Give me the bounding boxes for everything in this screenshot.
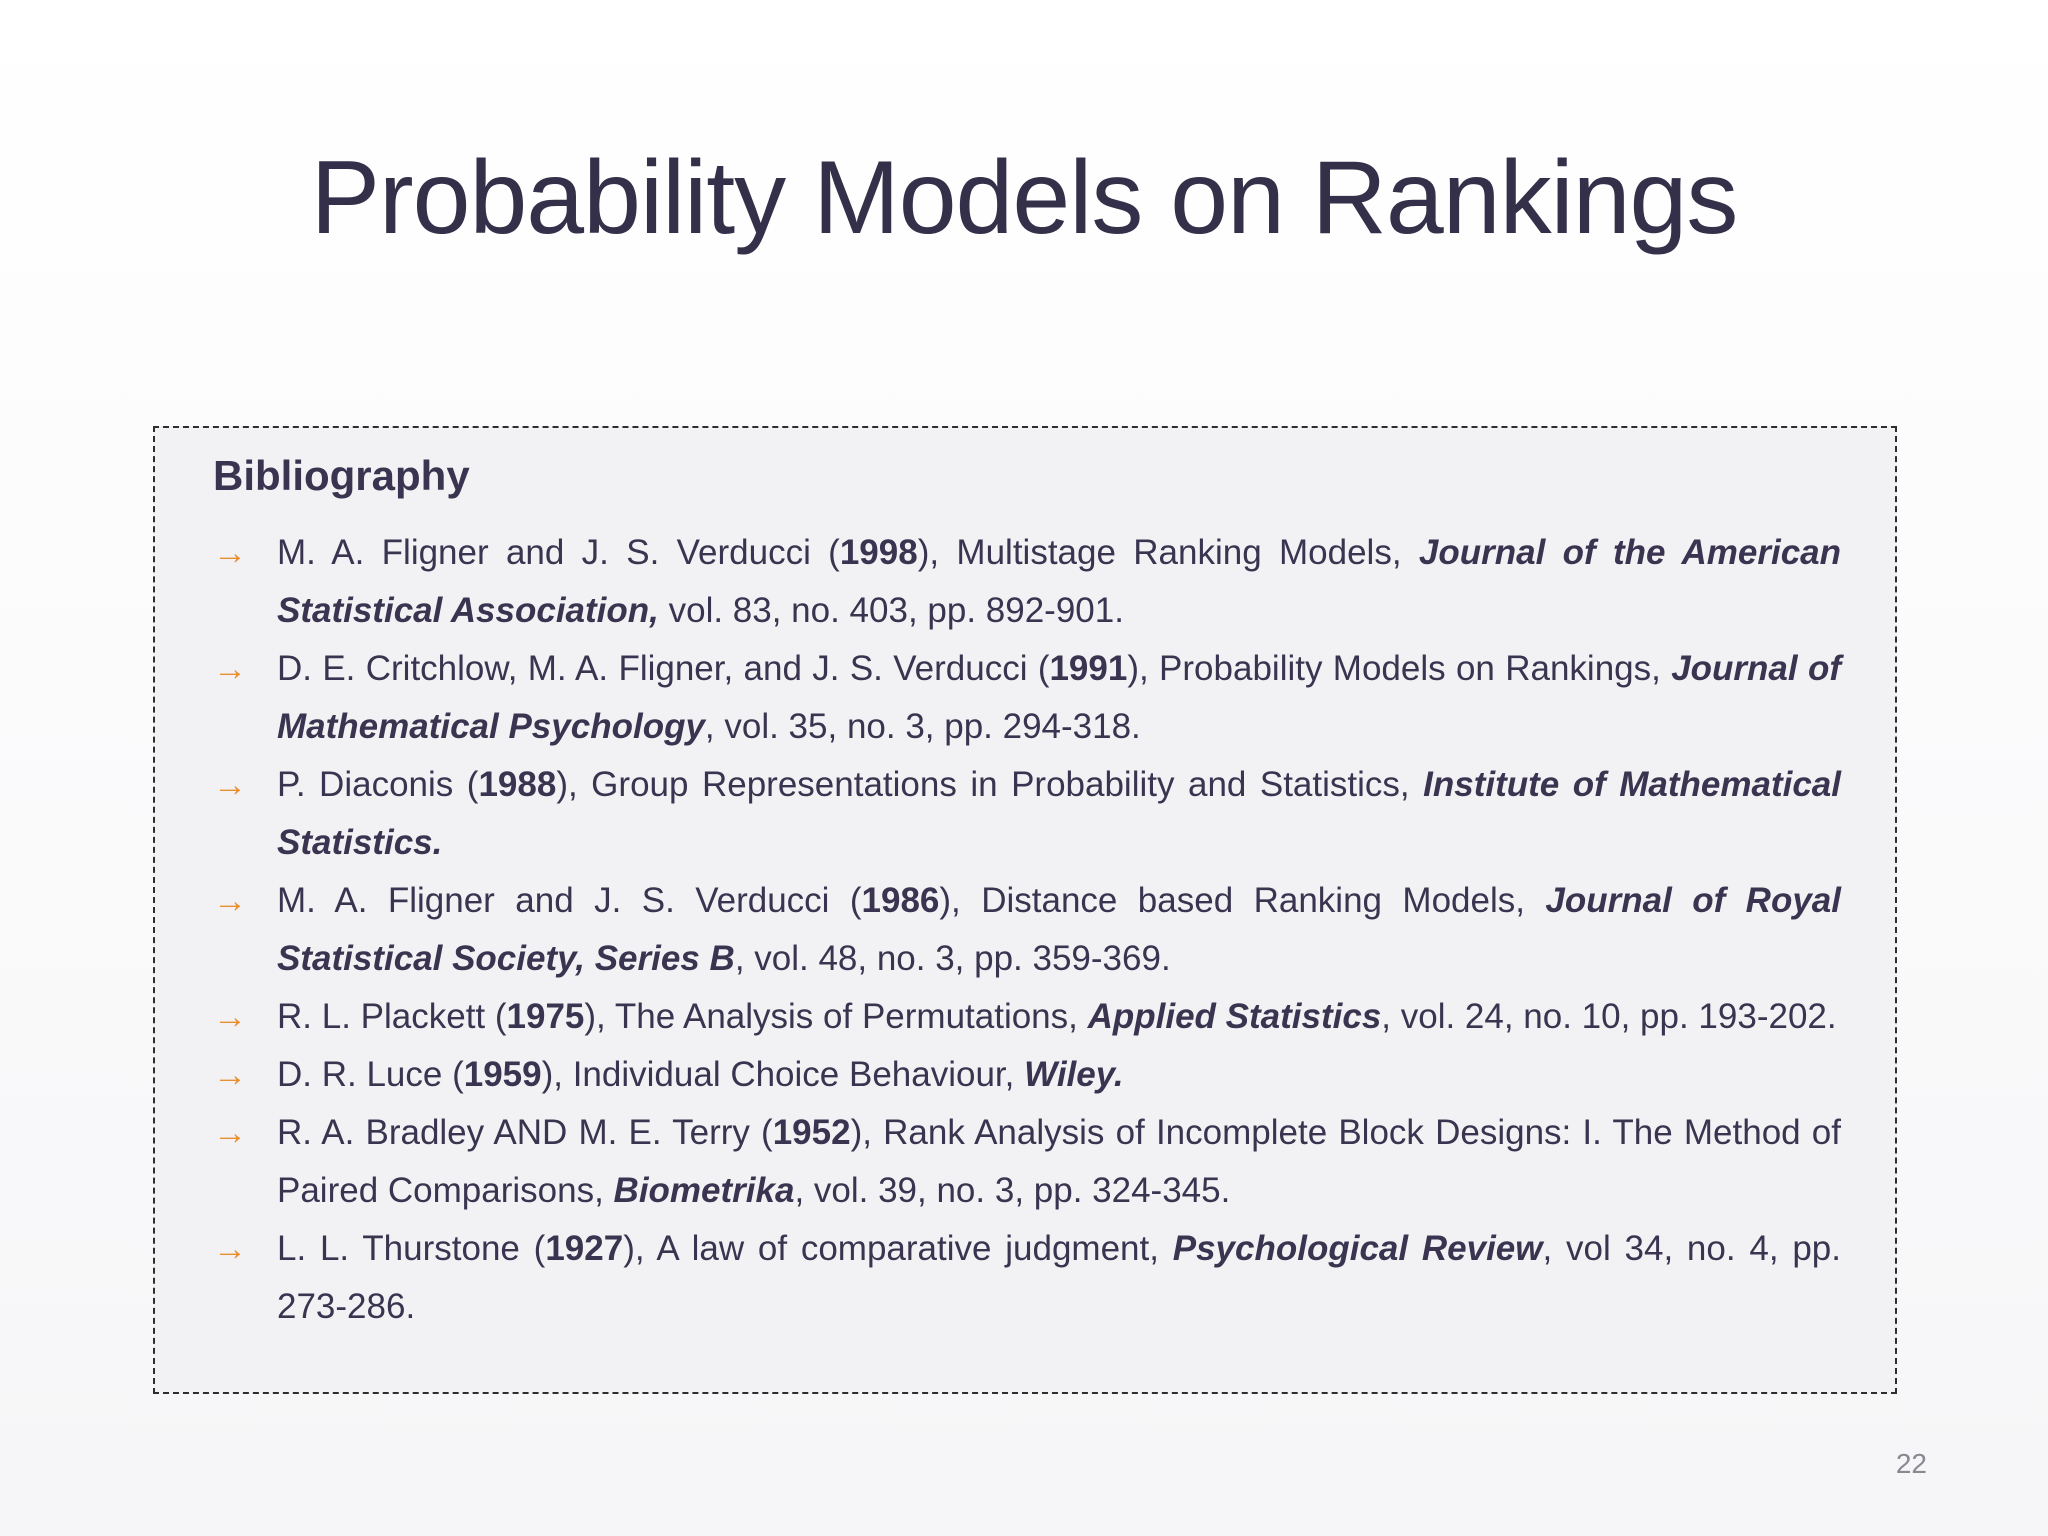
entry-venue: Journal of Mathematical Psychology bbox=[277, 649, 1841, 746]
arrow-right-icon: → bbox=[213, 650, 247, 688]
entry-authors: D. E. Critchlow, M. A. Fligner, and J. S. Verducci ( bbox=[277, 649, 1050, 688]
entry-year: 1998 bbox=[839, 533, 918, 572]
entry-year: 1952 bbox=[772, 1113, 851, 1152]
entry-title: ), Multistage Ranking Models, bbox=[917, 533, 1419, 572]
arrow-right-icon: → bbox=[213, 1114, 247, 1152]
slide-title: Probability Models on Rankings bbox=[310, 140, 1738, 256]
bibliography-list bbox=[213, 524, 1841, 1336]
entry-year: 1988 bbox=[478, 765, 557, 804]
entry-venue: Institute of Mathematical Statistics. bbox=[277, 765, 1841, 862]
entry-title: ), Distance based Ranking Models, bbox=[939, 881, 1546, 920]
entry-year: 1991 bbox=[1049, 649, 1128, 688]
entry-venue: Applied Statistics bbox=[1087, 997, 1382, 1036]
bibliography-entry bbox=[213, 640, 1841, 756]
entry-title: ), Individual Choice Behaviour, bbox=[541, 1055, 1025, 1094]
arrow-right-icon: → bbox=[213, 534, 247, 572]
arrow-right-icon: → bbox=[213, 1056, 247, 1094]
entry-authors: R. L. Plackett ( bbox=[277, 997, 507, 1036]
entry-authors: R. A. Bradley AND M. E. Terry ( bbox=[277, 1113, 773, 1152]
entry-venue: Journal of the American Statistical Association, bbox=[277, 533, 1842, 630]
bibliography-box bbox=[153, 426, 1897, 1394]
entry-authors: D. R. Luce ( bbox=[277, 1055, 464, 1094]
entry-venue: Psychological Review bbox=[1172, 1229, 1543, 1268]
arrow-right-icon: → bbox=[213, 998, 247, 1036]
entry-details: , vol. 39, no. 3, pp. 324-345. bbox=[794, 1171, 1231, 1210]
entry-details: , vol 34, no. 4, pp. 273-286. bbox=[277, 1229, 1841, 1326]
entry-authors: M. A. Fligner and J. S. Verducci ( bbox=[277, 881, 862, 920]
entry-venue: Biometrika bbox=[613, 1171, 795, 1210]
entry-title: ), A law of comparative judgment, bbox=[623, 1229, 1173, 1268]
entry-authors: P. Diaconis ( bbox=[277, 765, 479, 804]
entry-details: , vol. 35, no. 3, pp. 294-318. bbox=[704, 707, 1141, 746]
bibliography-entry bbox=[213, 1104, 1841, 1220]
entry-year: 1975 bbox=[506, 997, 585, 1036]
entry-authors: L. L. Thurstone ( bbox=[277, 1229, 546, 1268]
arrow-right-icon: → bbox=[213, 766, 247, 804]
entry-authors: M. A. Fligner and J. S. Verducci ( bbox=[277, 533, 840, 572]
entry-details: vol. 83, no. 403, pp. 892-901. bbox=[658, 591, 1124, 630]
entry-title: ), The Analysis of Permutations, bbox=[584, 997, 1088, 1036]
entry-year: 1986 bbox=[861, 881, 940, 920]
entry-title: ), Probability Models on Rankings, bbox=[1127, 649, 1672, 688]
bibliography-entry bbox=[213, 1220, 1841, 1336]
bibliography-entry bbox=[213, 756, 1841, 872]
bibliography-entry bbox=[213, 1046, 1841, 1104]
page-number: 22 bbox=[1895, 1448, 1927, 1479]
entry-venue: Journal of Royal Statistical Society, Series B bbox=[277, 881, 1841, 978]
arrow-right-icon: → bbox=[213, 882, 247, 920]
bibliography-heading: Bibliography bbox=[213, 452, 470, 499]
entry-details: , vol. 24, no. 10, pp. 193-202. bbox=[1381, 997, 1837, 1036]
entry-details: , vol. 48, no. 3, pp. 359-369. bbox=[734, 939, 1171, 978]
bibliography-entry bbox=[213, 872, 1841, 988]
entry-venue: Wiley. bbox=[1024, 1055, 1124, 1094]
entry-title: ), Group Representations in Probability and Statistics, bbox=[556, 765, 1424, 804]
entry-year: 1927 bbox=[545, 1229, 624, 1268]
bibliography-entry bbox=[213, 524, 1841, 640]
arrow-right-icon: → bbox=[213, 1230, 247, 1268]
entry-title: ), Rank Analysis of Incomplete Block Designs: I. The Method of Paired Comparisons, bbox=[277, 1113, 1841, 1210]
entry-year: 1959 bbox=[463, 1055, 542, 1094]
bibliography-entry bbox=[213, 988, 1841, 1046]
